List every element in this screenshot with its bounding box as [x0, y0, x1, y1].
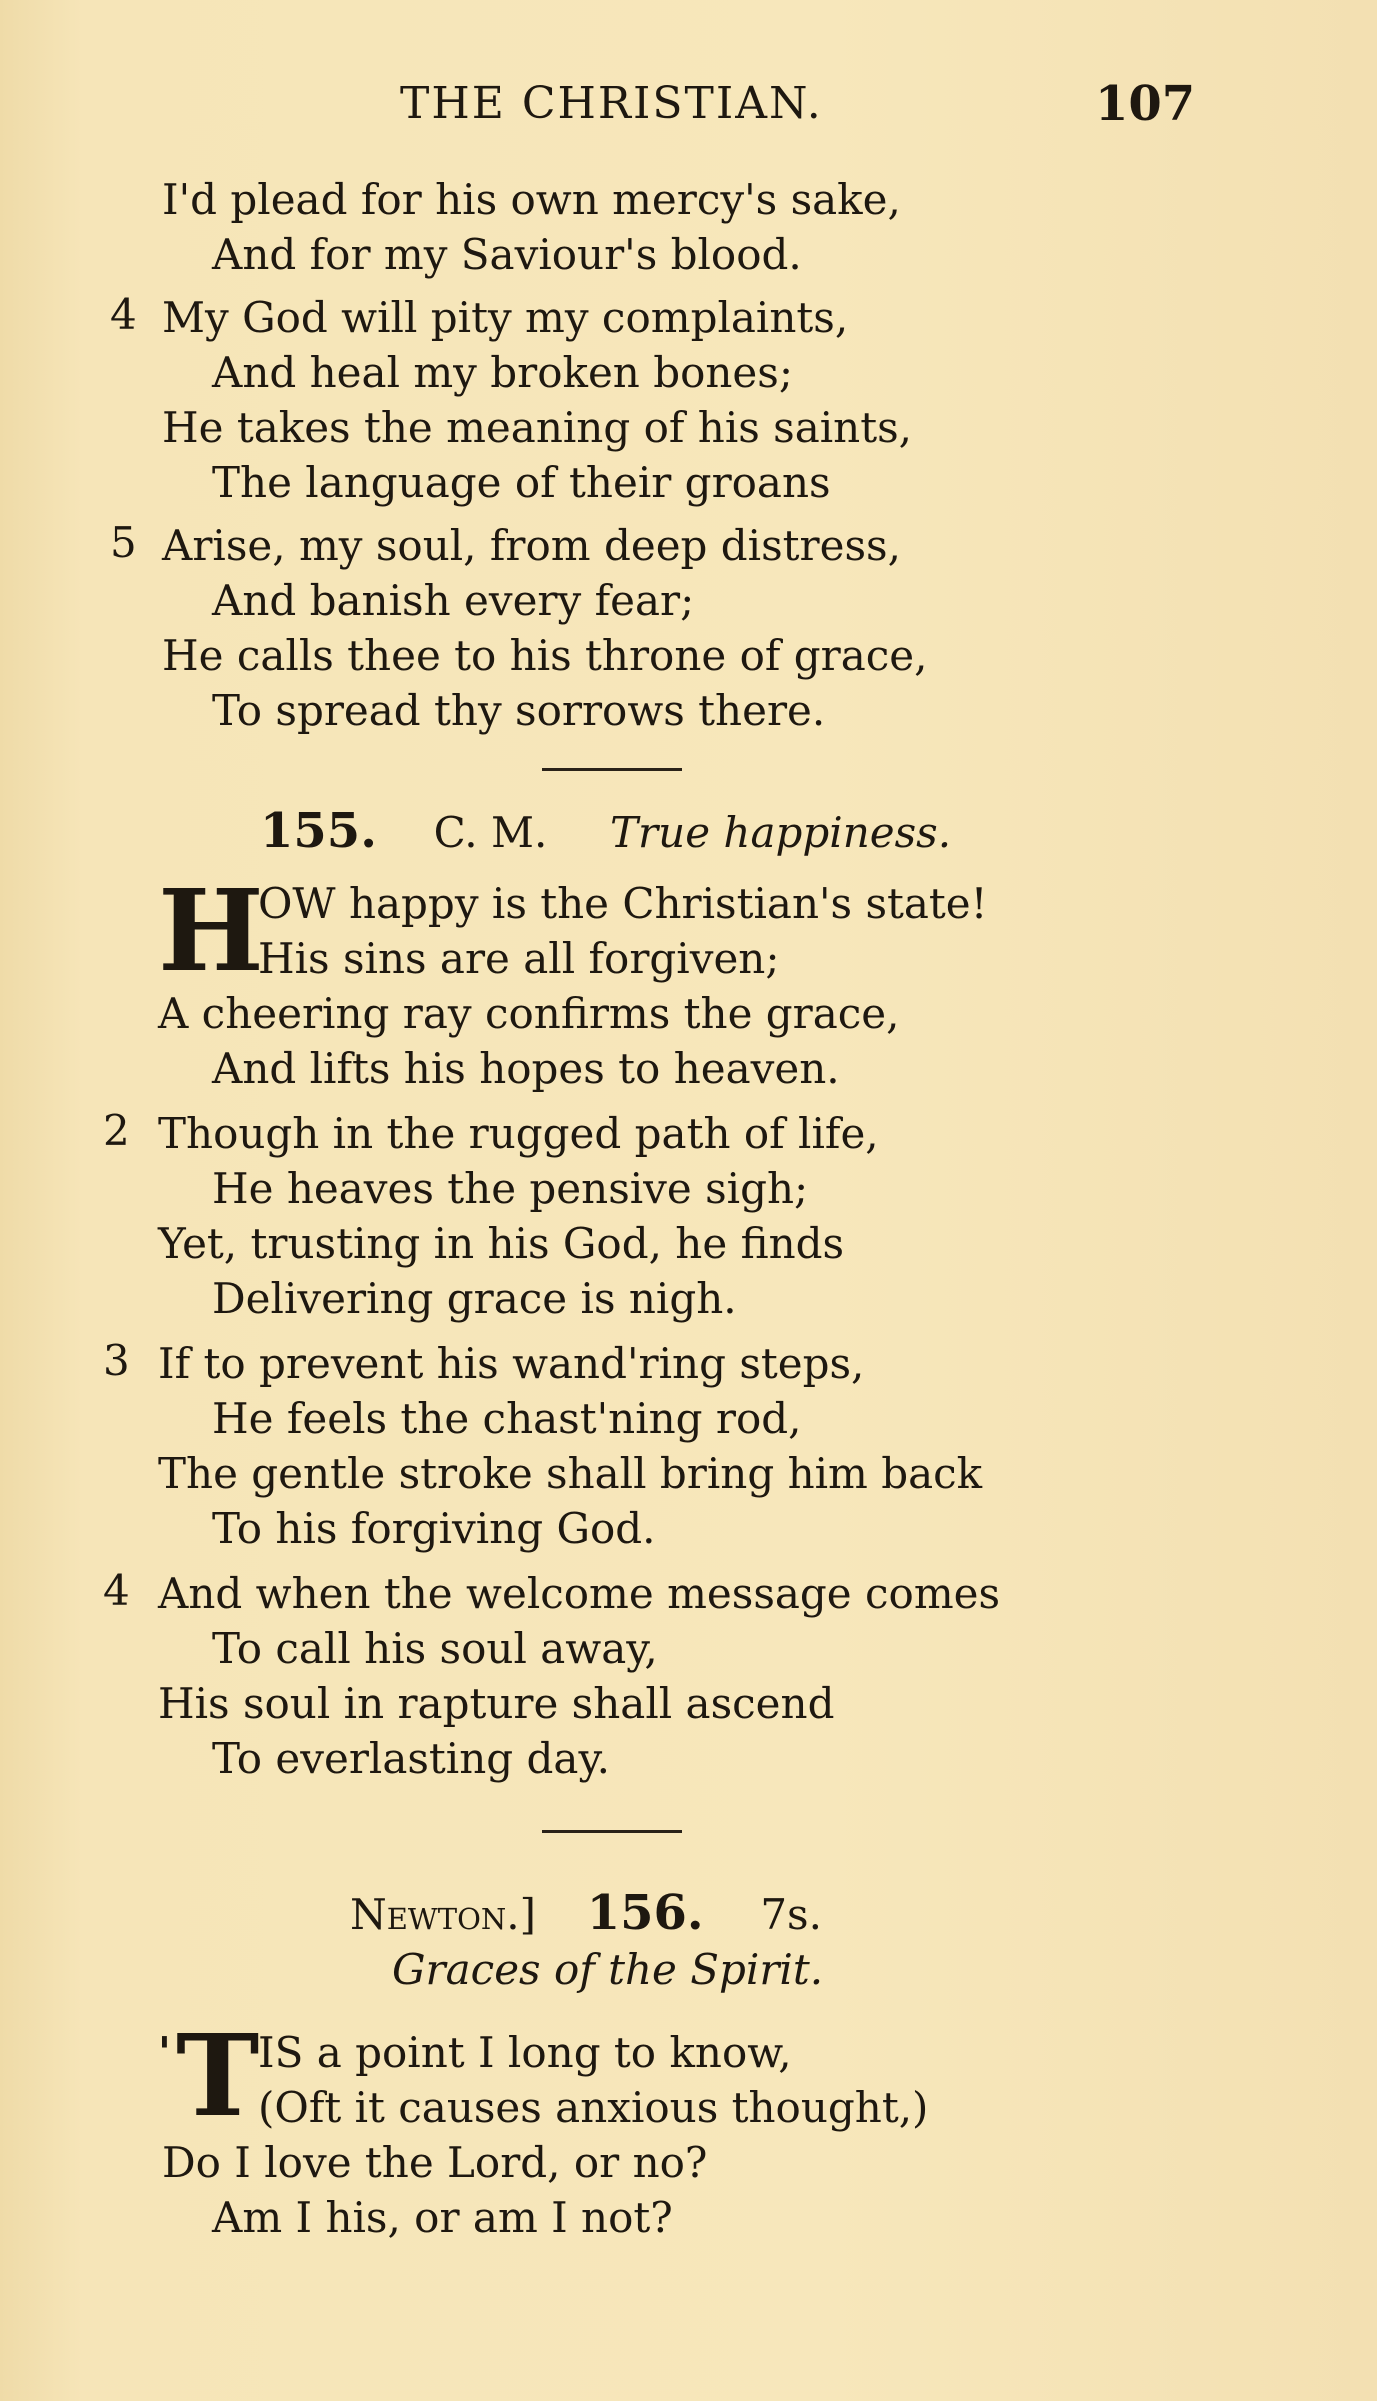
page-number: 107 [1095, 76, 1196, 132]
verse-line: And for my Saviour's blood. [212, 230, 802, 279]
drop-cap-prefix: ' [158, 2028, 171, 2077]
hymn-heading [260, 803, 951, 859]
hymn-meter: 7s. [760, 1890, 822, 1939]
stanza-number: 4 [103, 1566, 130, 1615]
verse-line: To spread thy sorrows there. [212, 686, 826, 735]
verse-line: To his forgiving God. [212, 1504, 656, 1553]
verse-line: And when the welcome message comes [158, 1569, 1001, 1618]
verse-line: IS a point I long to know, [258, 2028, 792, 2077]
hymn-title: Graces of the Spirit. [392, 1945, 824, 1994]
verse-line: OW happy is the Christian's state! [258, 879, 988, 928]
verse-line: My God will pity my complaints, [162, 293, 849, 342]
stanza-number: 4 [110, 290, 137, 339]
drop-cap: H [158, 866, 264, 997]
verse-line: Delivering grace is nigh. [212, 1274, 737, 1323]
verse-line: (Oft it causes anxious thought,) [258, 2083, 929, 2132]
verse-line: I'd plead for his own mercy's sake, [162, 175, 901, 224]
hymn-number: 156. [586, 1885, 704, 1941]
hymn-author: Newton.] [350, 1890, 536, 1939]
running-title: THE CHRISTIAN. [400, 78, 823, 129]
verse-line: Am I his, or am I not? [212, 2193, 673, 2242]
section-rule [542, 1830, 682, 1833]
verse-line: His soul in rapture shall ascend [158, 1679, 835, 1728]
verse-line: If to prevent his wand'ring steps, [158, 1339, 865, 1388]
verse-line: His sins are all forgiven; [258, 934, 780, 983]
section-rule [542, 768, 682, 771]
verse-line: He takes the meaning of his saints, [162, 403, 913, 452]
verse-line: The language of their groans [212, 458, 831, 507]
verse-line: He heaves the pensive sigh; [212, 1164, 809, 1213]
stanza-number: 5 [110, 518, 137, 567]
hymn-meter: C. M. [433, 808, 548, 857]
verse-line: And lifts his hopes to heaven. [212, 1044, 840, 1093]
verse-line: Yet, trusting in his God, he finds [158, 1219, 845, 1268]
verse-line: And heal my broken bones; [212, 348, 793, 397]
hymn-number: 155. [260, 803, 377, 859]
hymn-heading [350, 1885, 822, 1941]
verse-line: A cheering ray confirms the grace, [158, 989, 900, 1038]
verse-line: He feels the chast'ning rod, [212, 1394, 802, 1443]
verse-line: The gentle stroke shall bring him back [158, 1449, 983, 1498]
verse-line: He calls thee to his throne of grace, [162, 631, 928, 680]
verse-line: To everlasting day. [212, 1734, 610, 1783]
verse-line: Though in the rugged path of life, [158, 1109, 879, 1158]
drop-cap: T [176, 2011, 260, 2142]
verse-line: Arise, my soul, from deep distress, [162, 521, 901, 570]
stanza-number: 2 [103, 1106, 130, 1155]
stanza-number: 3 [103, 1336, 130, 1385]
verse-line: Do I love the Lord, or no? [162, 2138, 708, 2187]
verse-line: And banish every fear; [212, 576, 695, 625]
verse-line: To call his soul away, [212, 1624, 658, 1673]
hymn-title: True happiness. [610, 808, 952, 857]
